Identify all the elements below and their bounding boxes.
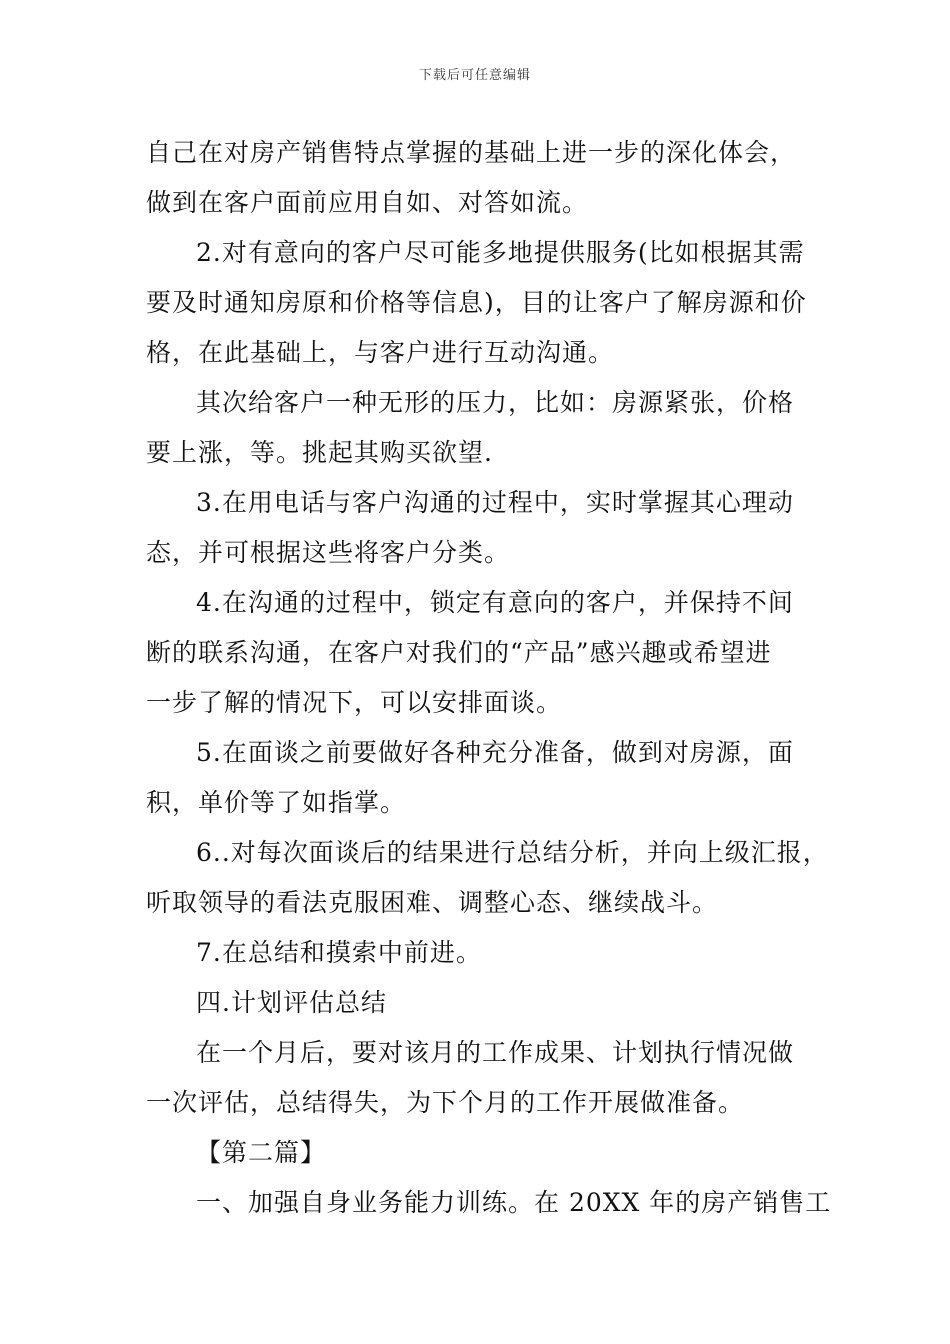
text-line: 听取领导的看法克服困难、调整心态、继续战斗。 bbox=[146, 888, 719, 917]
paragraph bbox=[146, 828, 829, 928]
text-line: 态，并可根据这些将客户分类。 bbox=[146, 538, 511, 567]
text-line: 要及时通知房原和价格等信息)，目的让客户了解房源和价 bbox=[146, 288, 807, 317]
text-line: 格，在此基础上，与客户进行互动沟通。 bbox=[146, 338, 615, 367]
text-line: 一、加强自身业务能力训练。在 20XX 年的房产销售工 bbox=[196, 1188, 832, 1217]
paragraph bbox=[146, 128, 806, 228]
text-line: 做到在客户面前应用自如、对答如流。 bbox=[146, 188, 589, 217]
text-line: 2.对有意向的客户尽可能多地提供服务(比如根据其需 bbox=[196, 238, 805, 267]
paragraph bbox=[146, 378, 806, 478]
text-line: 一次评估，总结得失，为下个月的工作开展做准备。 bbox=[146, 1088, 745, 1117]
text-line: 四.计划评估总结 bbox=[196, 988, 387, 1017]
text-line: 3.在用电话与客户沟通的过程中，实时掌握其心理动 bbox=[196, 488, 794, 517]
document-body bbox=[146, 128, 832, 1228]
text-line: 6..对每次面谈后的结果进行总结分析，并向上级汇报， bbox=[196, 838, 829, 867]
text-line: 其次给客户一种无形的压力，比如：房源紧张，价格 bbox=[196, 388, 795, 417]
paragraph bbox=[146, 228, 806, 378]
paragraph bbox=[146, 578, 806, 728]
paragraph bbox=[146, 1028, 806, 1128]
text-line: 积，单价等了如指掌。 bbox=[146, 788, 407, 817]
paragraph bbox=[146, 478, 806, 578]
text-line: 【第二篇】 bbox=[196, 1138, 327, 1167]
text-line: 要上涨，等。挑起其购买欲望. bbox=[146, 438, 493, 467]
text-line: 自己在对房产销售特点掌握的基础上进一步的深化体会， bbox=[146, 138, 797, 167]
section-heading bbox=[146, 1128, 806, 1178]
text-line: 5.在面谈之前要做好各种充分准备，做到对房源，面 bbox=[196, 738, 794, 767]
section-heading bbox=[146, 978, 806, 1028]
text-line: 一步了解的情况下，可以安排面谈。 bbox=[146, 688, 563, 717]
text-line: 7.在总结和摸索中前进。 bbox=[196, 938, 482, 967]
text-line: 断的联系沟通，在客户对我们的“产品”感兴趣或希望进 bbox=[146, 638, 772, 667]
text-line: 4.在沟通的过程中，锁定有意向的客户，并保持不间 bbox=[196, 588, 794, 617]
text-line: 在一个月后，要对该月的工作成果、计划执行情况做 bbox=[196, 1038, 795, 1067]
paragraph bbox=[146, 928, 806, 978]
paragraph bbox=[146, 1178, 832, 1228]
page-header: 下载后可任意编辑 bbox=[418, 68, 531, 83]
paragraph bbox=[146, 728, 806, 828]
